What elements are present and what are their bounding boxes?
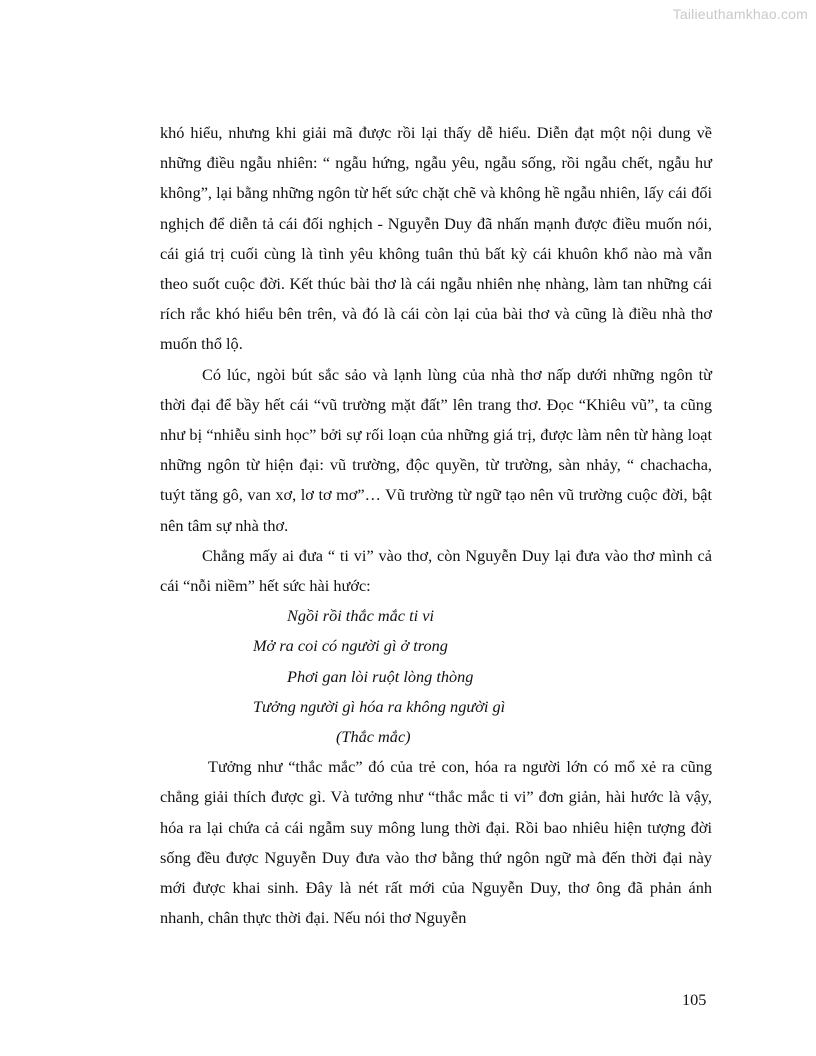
poem-quote (160, 601, 712, 752)
poem-line-4: Tưởng người gì hóa ra không người gì (253, 696, 506, 716)
poem-source: (Thắc mắc) (336, 727, 411, 747)
paragraph-4: Tưởng như “thắc mắc” đó của trẻ con, hóa ra người lớn có mổ xẻ ra cũng chẳng giải thích được gì. Và tưởng như “thắc mắc ti vi” đơn giản, hài hước là vậy, hóa ra lại chứa cả cái ngẫm suy mông lung thời đại. Rồi bao nhiêu hiện tượng đời sống đều được Nguyễn Duy đưa vào thơ bằng thứ ngôn ngữ mà đến thời đại này mới được khai sinh. Đây là nét rất mới của Nguyễn Duy, thơ ông đã phản ánh nhanh, chân thực thời đại. Nếu nói thơ Nguyễn (160, 757, 712, 928)
paragraph-2: Có lúc, ngòi bút sắc sảo và lạnh lùng của nhà thơ nấp dưới những ngôn từ thời đại để bầy hết cái “vũ trường mặt đất” lên trang thơ. Đọc “Khiêu vũ”, ta cũng như bị “nhiễu sinh học” bởi sự rối loạn của những giá trị, được làm nên từ hàng loạt những ngôn từ hiện đại: vũ trường, độc quyền, từ trường, sàn nhảy, “ chachacha, tuýt tăng gô, van xơ, lơ tơ mơ”… Vũ trường từ ngữ tạo nên vũ trường cuộc đời, bật nên tâm sự nhà thơ. (160, 364, 712, 535)
poem-line-2: Mở ra coi có người gì ở trong (253, 636, 448, 656)
paragraph-1: khó hiểu, nhưng khi giải mã được rồi lại thấy dễ hiểu. Diễn đạt một nội dung về những điều ngẫu nhiên: “ ngẫu hứng, ngẫu yêu, ngẫu sống, rồi ngẫu chết, ngẫu hư không”, lại bằng những ngôn từ hết sức chặt chẽ và không hề ngẫu nhiên, lấy cái đối nghịch để diễn tả cái đối nghịch - Nguyễn Duy đã nhấn mạnh được điều muốn nói, cái giá trị cuối cùng là tình yêu không tuân thủ bất kỳ cái khuôn khổ nào mà vẫn theo suốt cuộc đời. Kết thúc bài thơ là cái ngẫu nhiên nhẹ nhàng, làm tan những cái rích rắc khó hiểu bên trên, và đó là cái còn lại của bài thơ và cũng là điều nhà thơ muốn thổ lộ. (160, 123, 712, 354)
site-watermark: Tailieuthamkhao.com (672, 6, 808, 22)
page-number: 105 (682, 990, 707, 1009)
paragraph-3: Chẳng mấy ai đưa “ ti vi” vào thơ, còn Nguyễn Duy lại đưa vào thơ mình cả cái “nỗi niềm” hết sức hài hước: (160, 545, 712, 596)
page-body (160, 118, 712, 933)
poem-line-3: Phơi gan lòi ruột lòng thòng (287, 666, 474, 686)
poem-line-1: Ngồi rồi thắc mắc ti vi (287, 606, 434, 626)
